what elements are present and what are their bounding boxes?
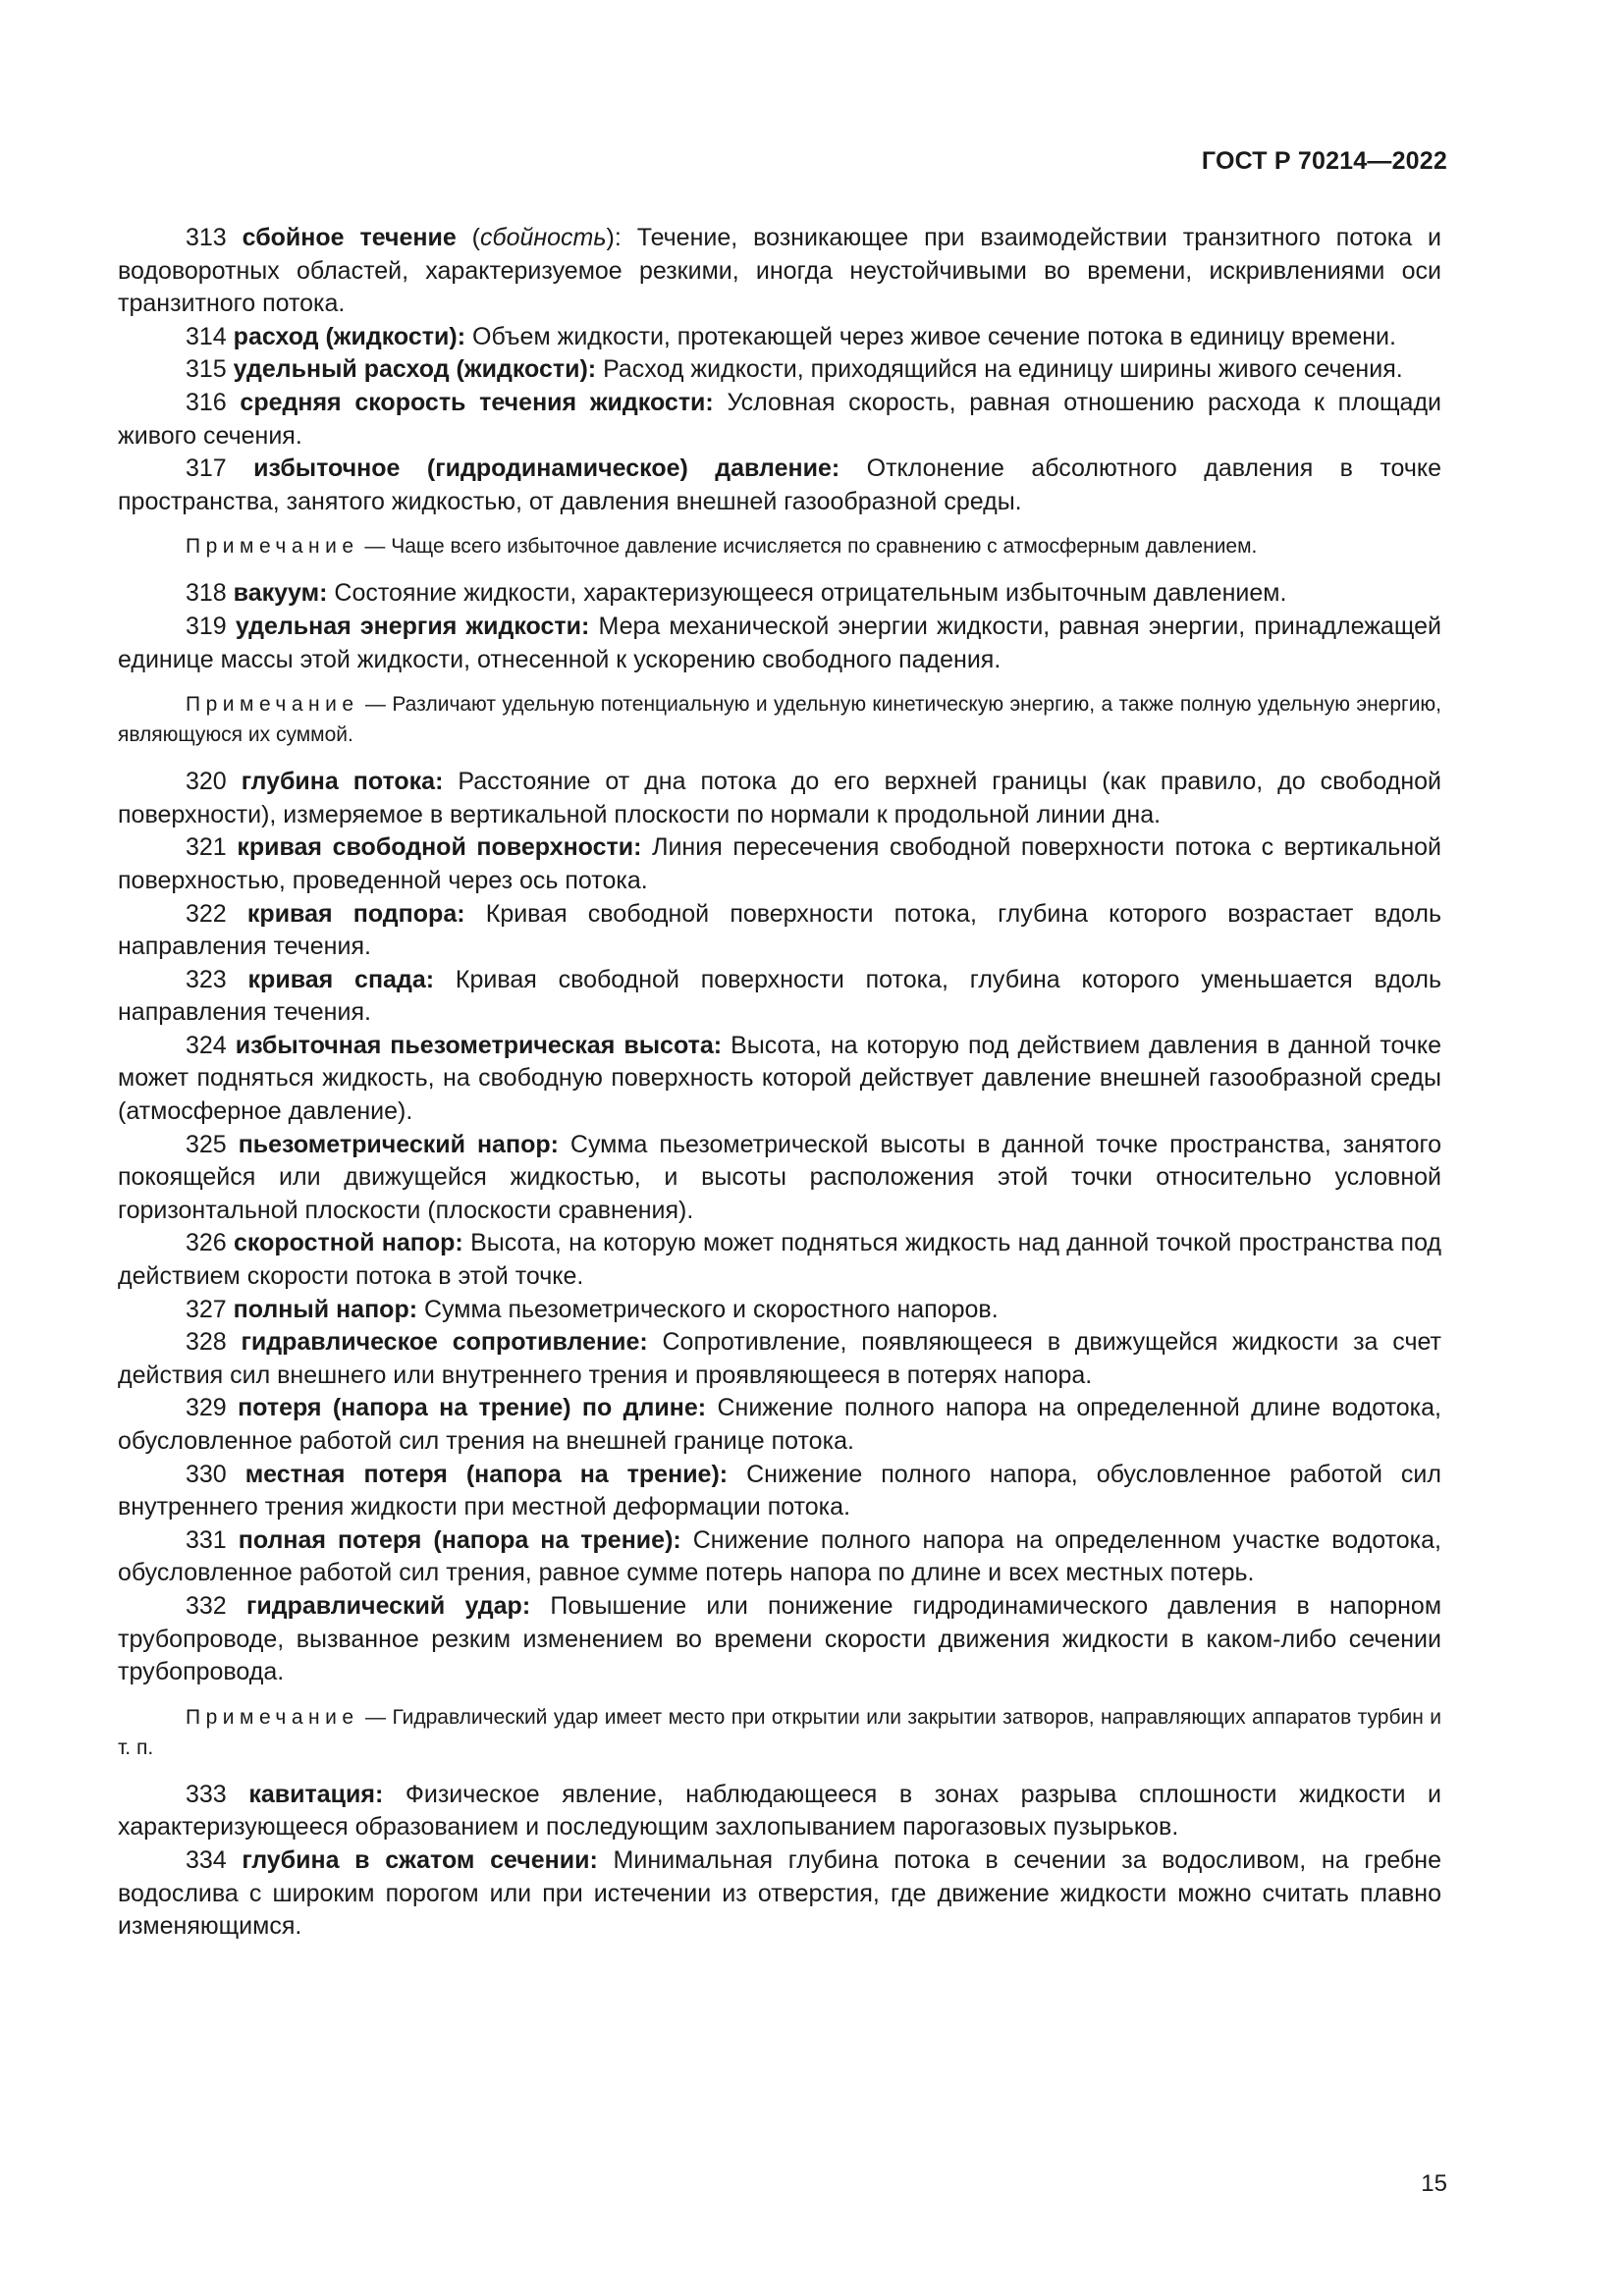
term-name: гидравлический удар: [245, 1591, 531, 1620]
term-definition: Состояние жидкости, характеризующееся отрицательным избыточным давлением. [334, 579, 1287, 608]
page-number: 15 [1421, 2170, 1447, 2197]
term-name: потеря (напора на трение) по длине: [238, 1394, 707, 1422]
page-header: ГОСТ Р 70214—2022 [1201, 147, 1447, 175]
term-name: расход (жидкости): [233, 322, 466, 350]
term-name: избыточная пьезометрическая высота: [235, 1031, 723, 1059]
term-entry-334 [118, 1844, 1441, 1944]
term-number: 334 [186, 1845, 227, 1874]
term-definition: Мера механической энергии жидкости, равная энергии, принадлежащей единице массы этой жидкости, отнесенной к ускорению свободного падения. [118, 612, 1441, 673]
term-entry-322 [118, 898, 1441, 964]
term-definition: Отклонение абсолютного давления в точке пространства, занятого жидкостью, от давления внешней газообразной среды. [118, 454, 1442, 515]
term-name: гидравлическое сопротивление: [241, 1328, 648, 1357]
term-name: полная потеря (напора на трение): [238, 1525, 681, 1554]
term-entry-330 [118, 1459, 1441, 1524]
term-definition: Кривая свободной поверхности потока, глубина которого возрастает вдоль направления течения. [118, 899, 1442, 961]
document-body [118, 222, 1441, 1944]
note-label: Примечание [186, 693, 359, 717]
note [118, 531, 1441, 561]
term-definition: Линия пересечения свободной поверхности потока с вертикальной поверхностью, проведенной через ось потока. [118, 833, 1442, 894]
term-number: 327 [186, 1295, 227, 1323]
term-entry-327 [118, 1294, 1441, 1327]
note-text: Чаще всего избыточное давление исчисляется по сравнению с атмосферным давлением. [391, 535, 1258, 559]
term-definition: Снижение полного напора, обусловленное работой сил внутреннего трения жидкости при местной деформации потока. [118, 1460, 1441, 1522]
term-number: 332 [186, 1591, 227, 1620]
term-entry-313: 313 сбойное течение (сбойность): Течение, возникающее при взаимодействии транзитного потока и водоворотных областей, характеризуемое резкими, иногда неустойчивыми во времени, искривлениями оси транзитного потока. [118, 224, 1441, 318]
term-number: 316 [186, 388, 227, 416]
term-definition: Сумма пьезометрического и скоростного напоров. [424, 1295, 999, 1323]
term-definition: Высота, на которую под действием давления в данной точке может подняться жидкость, на свободную поверхность которой действует давление внешней газообразной среды (атмосферное давление). [118, 1031, 1442, 1126]
term-definition: Минимальная глубина потока в сечении за водосливом, на гребне водослива с широким порогом или при истечении из отверстия, где движение жидкости можно считать плавно изменяющимся. [118, 1845, 1441, 1941]
term-name: местная потеря (напора на трение): [244, 1460, 729, 1488]
term-entry-324 [118, 1030, 1441, 1129]
term-name: удельная энергия жидкости: [235, 612, 590, 640]
note-label: Примечание [186, 1705, 359, 1729]
term-name: кривая свободной поверхности: [237, 833, 642, 862]
term-number: 330 [186, 1460, 227, 1488]
term-definition: Течение, возникающее при взаимодействии транзитного потока и водоворотных областей, характеризуемое резкими, иногда неустойчивыми во времени, искривлениями оси транзитного потока. [118, 224, 1441, 318]
term-number: 319 [186, 612, 227, 640]
term-definition: Сумма пьезометрической высоты в данной точке пространства, занятого покоящейся или движущейся жидкостью, и высоты расположения этой точки относительно условной горизонтальной плоскости (плоскости сравнения). [118, 1130, 1441, 1224]
note-dash: — [358, 1705, 393, 1729]
term-entry-331 [118, 1524, 1441, 1590]
term-synonym: сбойность [480, 224, 607, 251]
term-entry-325 [118, 1129, 1441, 1228]
term-name: вакуум: [233, 579, 328, 608]
term-name: глубина в сжатом сечении: [242, 1845, 598, 1874]
term-entry-326 [118, 1227, 1441, 1293]
term-number: 331 [186, 1525, 227, 1554]
term-number: 315 [186, 355, 227, 384]
term-number: 318 [186, 579, 227, 608]
term-entry-314 [118, 321, 1441, 354]
term-name: кривая спада: [247, 965, 435, 993]
term-number: 321 [186, 833, 227, 862]
term-name: кривая подпора: [246, 899, 465, 928]
term-name: полный напор: [233, 1295, 418, 1323]
term-name: удельный расход (жидкости): [233, 355, 597, 384]
term-definition: Кривая свободной поверхности потока, глубина которого уменьшается вдоль направления течения. [118, 965, 1442, 1027]
term-entry-315 [118, 353, 1441, 387]
term-name: сбойное течение [242, 224, 457, 251]
term-number: 323 [186, 965, 227, 993]
term-definition: Расстояние от дна потока до его верхней границы (как правило, до свободной поверхности), измеряемое в вертикальной плоскости по нормали к продольной линии дна. [118, 768, 1441, 828]
term-entry-318 [118, 577, 1441, 611]
term-name: скоростной напор: [234, 1229, 463, 1257]
term-entry-321 [118, 831, 1441, 897]
term-definition: Условная скорость, равная отношению расхода к площади живого сечения. [118, 388, 1441, 450]
term-name: средняя скорость течения жидкости: [240, 388, 714, 416]
note-label: Примечание [186, 535, 359, 559]
term-entry-329 [118, 1392, 1441, 1458]
note-dash: — [358, 535, 392, 559]
term-name: кавитация: [248, 1780, 384, 1808]
term-entry-323 [118, 964, 1441, 1030]
term-definition: Высота, на которую может подняться жидкость над данной точкой пространства под действием скорости потока в этой точке. [118, 1229, 1442, 1291]
note [118, 689, 1441, 750]
term-number: 324 [186, 1031, 227, 1059]
term-number: 322 [186, 899, 227, 928]
term-name: избыточное (гидродинамическое) давление: [253, 454, 840, 483]
term-entry-319 [118, 611, 1441, 676]
term-entry-328 [118, 1326, 1441, 1392]
term-entry-317 [118, 453, 1441, 518]
term-definition: Физическое явление, наблюдающееся в зонах разрыва сплошности жидкости и характеризующееся образованием и последующим захлопыванием парогазовых пузырьков. [118, 1780, 1441, 1842]
term-number: 314 [186, 322, 227, 350]
term-number: 313 [186, 224, 227, 251]
term-number: 317 [186, 454, 227, 483]
term-definition: Повышение или понижение гидродинамического давления в напорном трубопроводе, вызванное резким изменением во времени скорости движения жидкости в каком-либо сечении трубопровода. [118, 1591, 1442, 1686]
term-name: глубина потока: [241, 768, 444, 796]
term-number: 320 [186, 768, 227, 796]
term-number: 326 [186, 1229, 227, 1257]
term-definition: Сопротивление, появляющееся в движущейся жидкости за счет действия сил внешнего или внутреннего трения и проявляющееся в потерях напора. [118, 1328, 1441, 1389]
term-definition: Снижение полного напора на определенном участке водотока, обусловленное работой сил трения, равное сумме потерь напора по длине и всех местных потерь. [118, 1525, 1442, 1587]
note-text: Различают удельную потенциальную и удельную кинетическую энергию, а также полную удельную энергию, являющуюся их суммой. [118, 693, 1442, 747]
term-number: 325 [186, 1130, 227, 1158]
term-number: 328 [186, 1328, 227, 1357]
term-entry-316 [118, 387, 1441, 453]
term-entry-320 [118, 766, 1441, 831]
term-number: 329 [186, 1394, 227, 1422]
term-entry-333 [118, 1779, 1441, 1844]
note [118, 1702, 1441, 1763]
term-name: пьезометрический напор: [238, 1130, 559, 1158]
term-entry-332 [118, 1590, 1441, 1689]
term-definition: Расход жидкости, приходящийся на единицу ширины живого сечения. [603, 355, 1403, 384]
term-number: 333 [186, 1780, 227, 1808]
note-dash: — [358, 693, 393, 717]
term-definition: Объем жидкости, протекающей через живое сечение потока в единицу времени. [472, 322, 1396, 350]
note-text: Гидравлический удар имеет место при открытии или закрытии затворов, направляющих аппаратов турбин и т. п. [118, 1705, 1442, 1759]
term-definition: Снижение полного напора на определенной длине водотока, обусловленное работой сил трения на внешней границе потока. [118, 1394, 1441, 1455]
